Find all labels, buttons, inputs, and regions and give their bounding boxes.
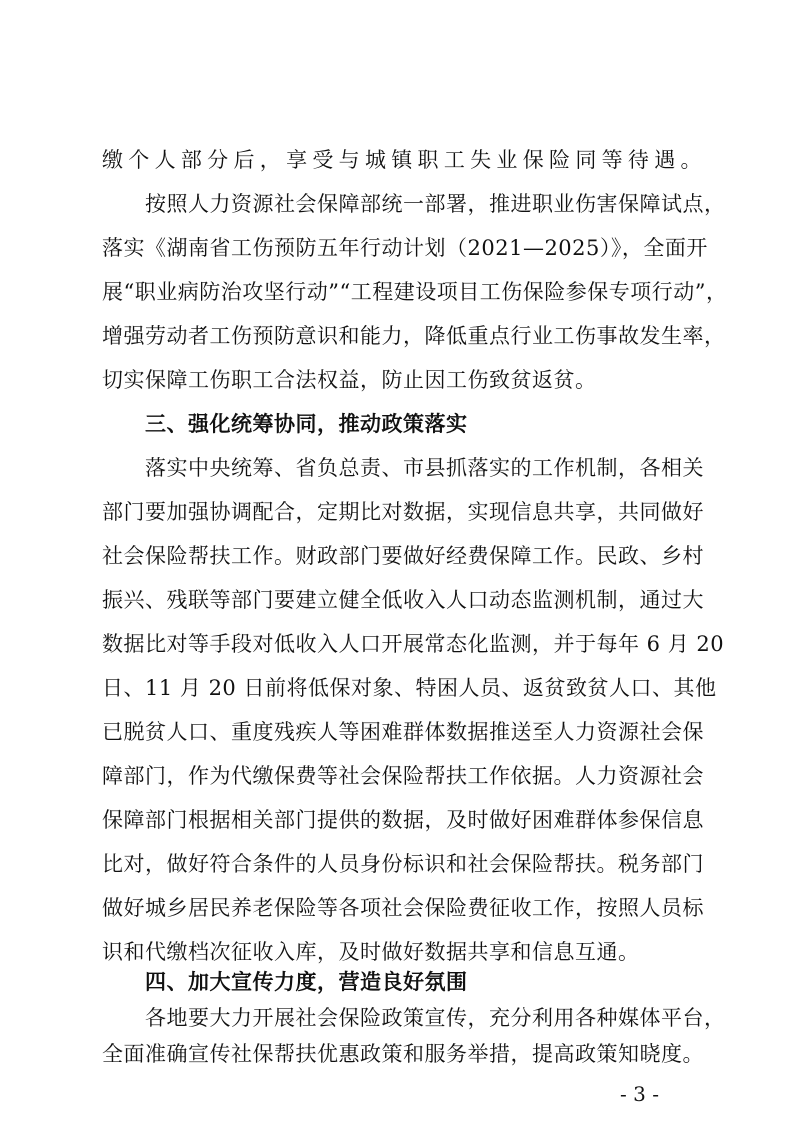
paragraph-line: 落实中央统筹、省负总责、市县抓落实的工作机制，各相关	[145, 456, 704, 480]
page-number: - 3 -	[620, 1082, 659, 1106]
paragraph-line: 比对，做好符合条件的人员身份标识和社会保险帮扶。税务部门	[102, 852, 704, 876]
paragraph-line: 日、11 月 20 日前将低保对象、特困人员、返贫致贫人口、其他	[102, 676, 717, 700]
paragraph-line: 障部门，作为代缴保费等社会保险帮扶工作依据。人力资源社会	[102, 764, 704, 788]
paragraph-line: 数据比对等手段对低收入人口开展常态化监测，并于每年 6 月 20	[102, 632, 725, 656]
paragraph-line: 已脱贫人口、重度残疾人等困难群体数据推送至人力资源社会保	[102, 720, 704, 744]
paragraph-line: 按照人力资源社会保障部统一部署，推进职业伤害保障试点，	[145, 192, 726, 216]
section-heading: 三、强化统筹协同，推动政策落实	[145, 412, 468, 436]
paragraph-line: 各地要大力开展社会保险政策宣传，充分利用各种媒体平台，	[145, 1006, 726, 1030]
paragraph-line: 社会保险帮扶工作。财政部门要做好经费保障工作。民政、乡村	[102, 544, 704, 568]
paragraph-line: 缴个人部分后，享受与城镇职工失业保险同等待遇。	[102, 148, 702, 172]
section-heading: 四、加大宣传力度，营造良好氛围	[145, 970, 468, 994]
paragraph-line: 部门要加强协调配合，定期比对数据，实现信息共享，共同做好	[102, 500, 704, 524]
paragraph-line: 增强劳动者工伤预防意识和能力，降低重点行业工伤事故发生率，	[102, 324, 726, 348]
paragraph-line: 展“职业病防治攻坚行动”“工程建设项目工伤保险参保专项行动”，	[102, 280, 728, 304]
paragraph-line: 振兴、残联等部门要建立健全低收入人口动态监测机制，通过大	[102, 588, 704, 612]
paragraph-line: 落实《湖南省工伤预防五年行动计划（2021—2025）》，全面开	[102, 236, 708, 260]
paragraph-line: 全面准确宣传社保帮扶优惠政策和服务举措，提高政策知晓度。	[102, 1042, 704, 1066]
paragraph-line: 识和代缴档次征收入库，及时做好数据共享和信息互通。	[102, 940, 640, 964]
paragraph-line: 保障部门根据相关部门提供的数据，及时做好困难群体参保信息	[102, 808, 704, 832]
paragraph-line: 做好城乡居民养老保险等各项社会保险费征收工作，按照人员标	[102, 896, 704, 920]
paragraph-line: 切实保障工伤职工合法权益，防止因工伤致贫返贫。	[102, 368, 597, 392]
